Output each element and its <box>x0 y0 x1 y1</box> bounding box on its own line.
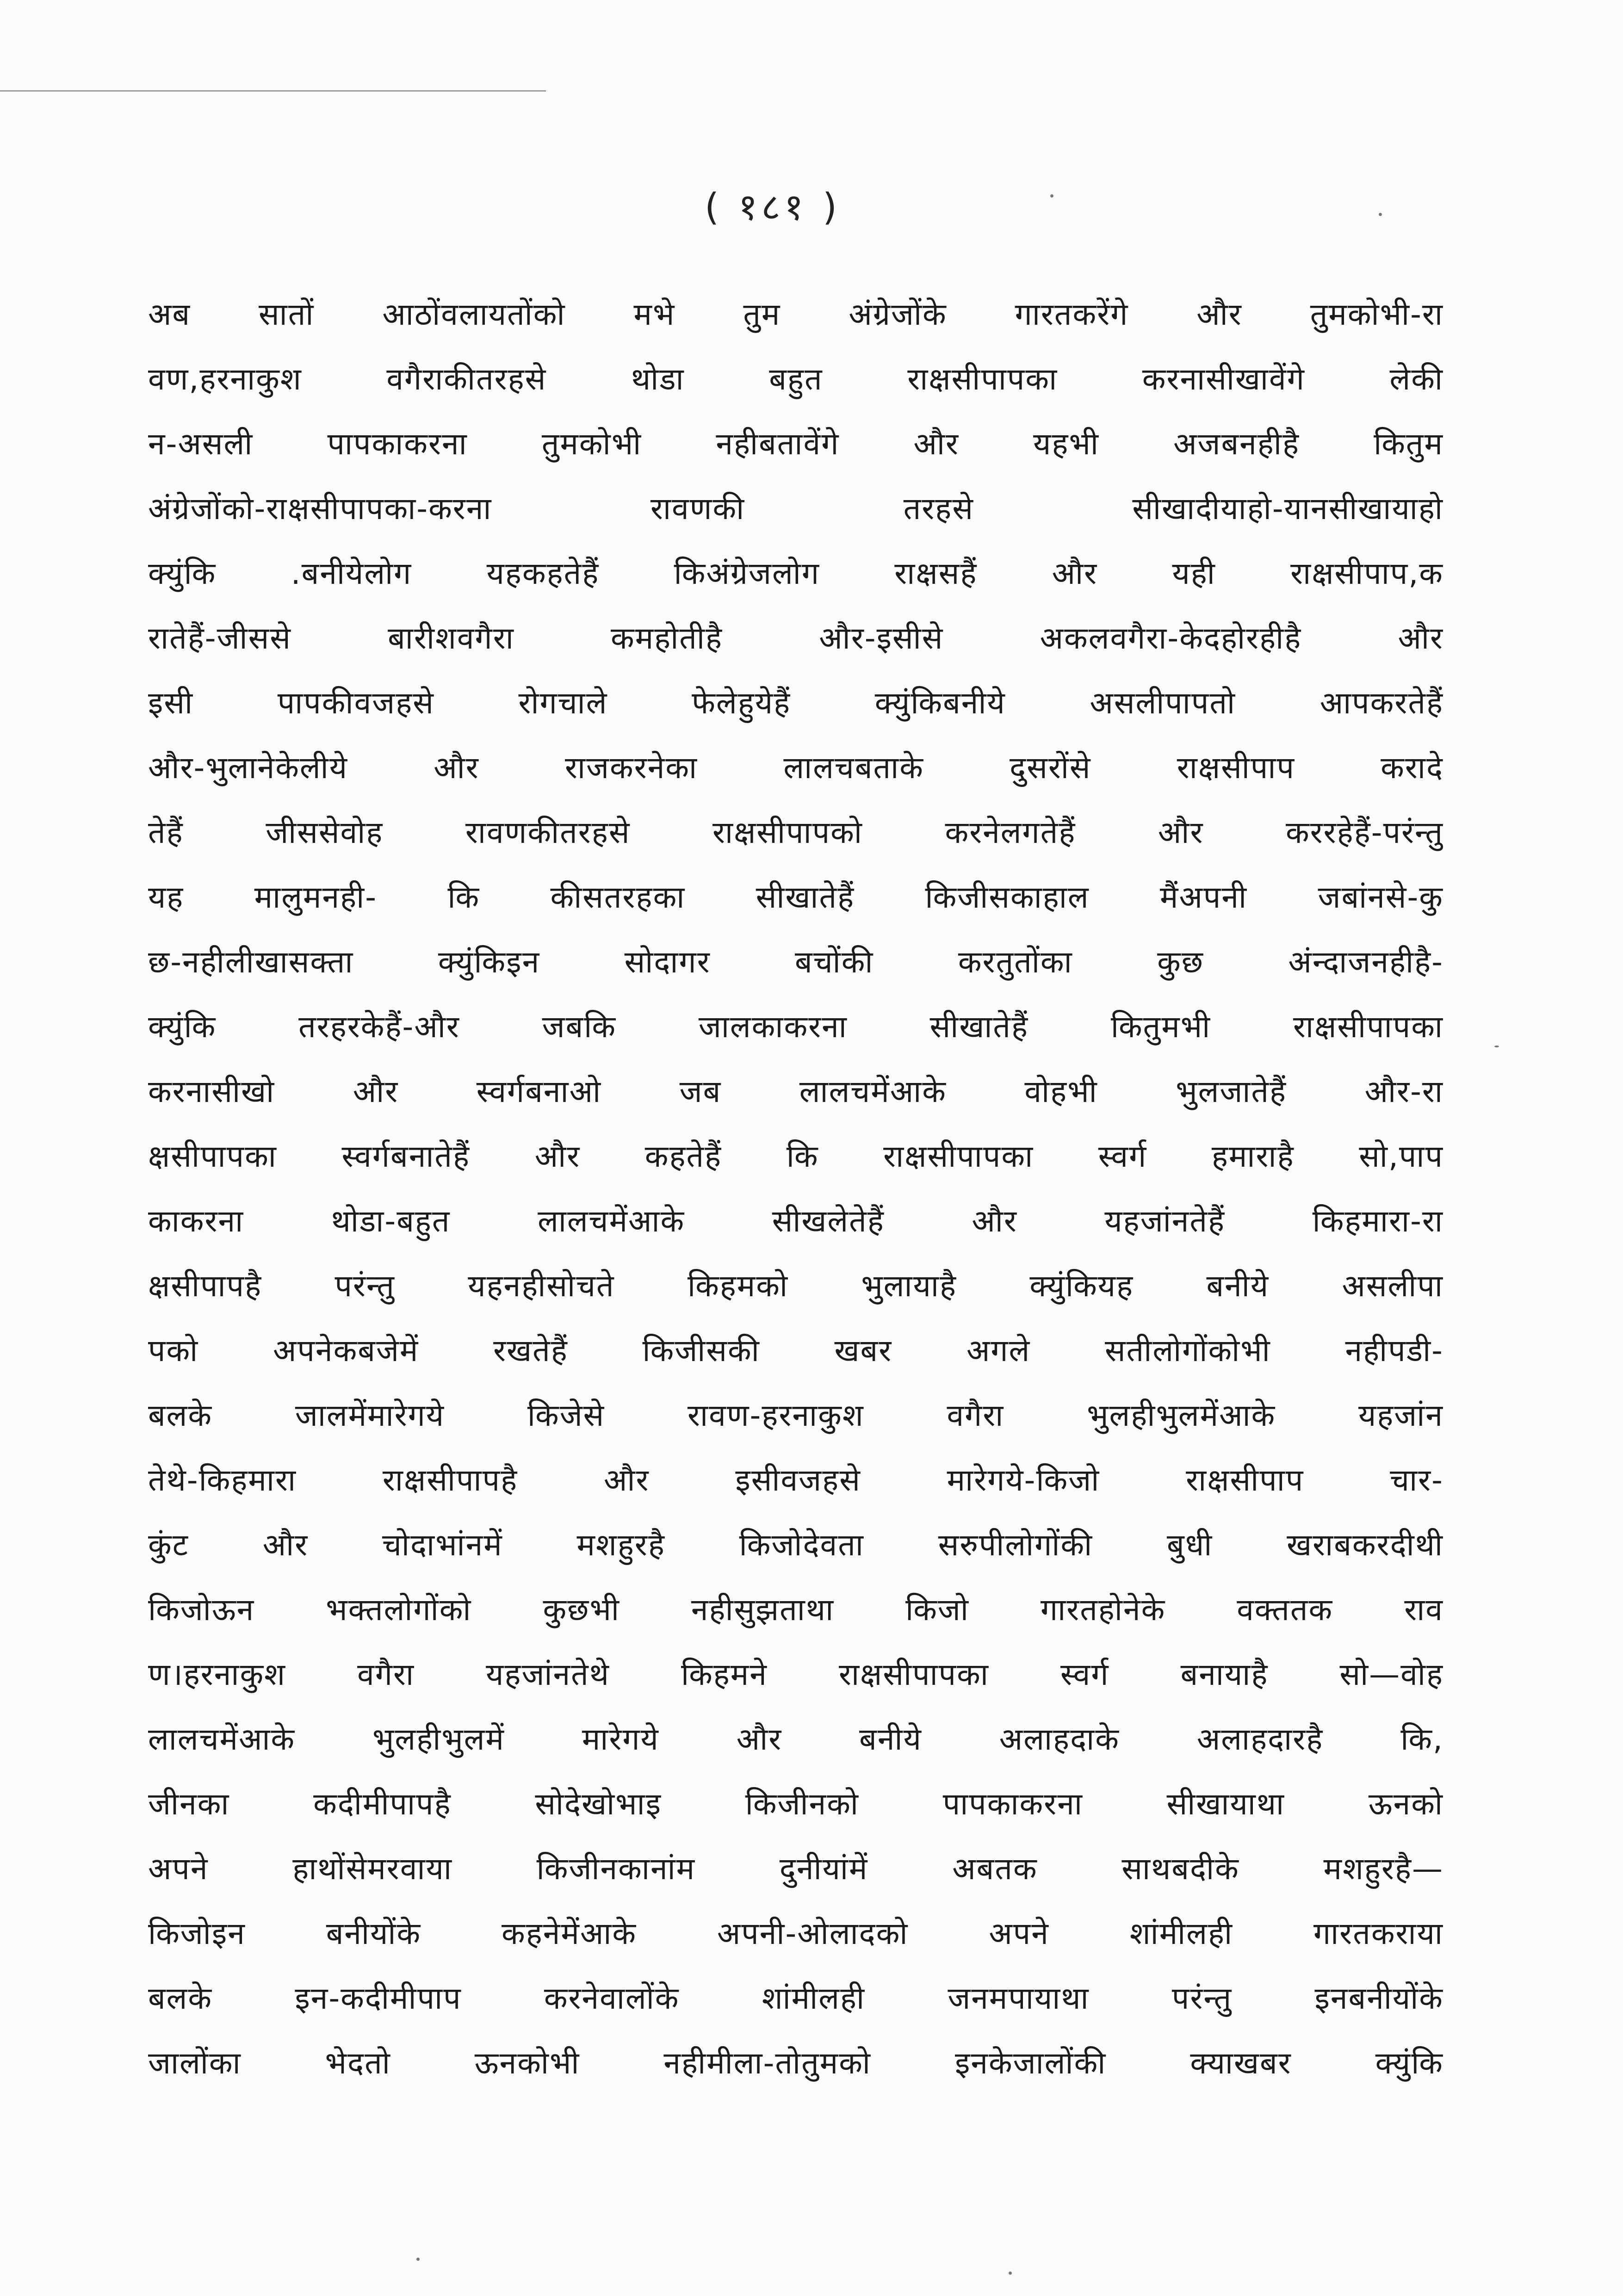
text-line-2: वण,हरनाकुश वगैराकीतरहसे थोडा बहुत राक्षसीपापका करनासीखावेंगे लेकी <box>148 361 1443 397</box>
text-line-1: अब सातों आठोंवलायतोंको मभे तुम अंग्रेजोंके गारतकरेंगे और तुमकोभी-रा <box>148 297 1443 332</box>
text-line-3: न-असली पापकाकरना तुमकोभी नहीबतावेंगे और यहभी अजबनहीहै कितुम <box>148 426 1443 462</box>
scan-speck <box>1009 2271 1012 2275</box>
scan-speck <box>1050 194 1053 198</box>
text-line-6: रातेहैं-जीससे बारीशवगैरा कमहोतीहै और-इसीसे अकलवगैरा-केदहोरहीहै और <box>148 620 1443 656</box>
text-line-25: अपने हाथोंसेमरवाया किजीनकानांम दुनीयांमें अबतक साथबदीके मशहुरहै— <box>148 1851 1443 1887</box>
text-line-8: और-भुलानेकेलीये और राजकरनेका लालचबताके दुसरोंसे राक्षसीपाप करादे <box>148 750 1443 786</box>
text-line-19: तेथे-किहमारा राक्षसीपापहै और इसीवजहसे मारेगये-किजो राक्षसीपाप चार- <box>148 1462 1443 1498</box>
body-text <box>148 282 1443 2096</box>
text-line-28: जालोंका भेदतो ऊनकोभी नहीमीला-तोतुमको इनकेजालोंकी क्याखबर क्युंकि <box>148 2045 1443 2081</box>
text-line-27: बलके इन-कदीमीपाप करनेवालोंके शांमीलही जनमपायाथा परंन्तु इनबनीयोंके <box>148 1980 1443 2016</box>
scan-speck <box>416 2258 420 2261</box>
text-line-11: छ-नहीलीखासक्ता क्युंकिइन सोदागर बचोंकी करतुतोंका कुछ अंन्दाजनहीहै- <box>148 944 1443 980</box>
text-line-4: अंग्रेजोंको-राक्षसीपापका-करना रावणकी तरहसे सीखादीयाहो-यानसीखायाहो <box>148 491 1443 526</box>
text-line-20: कुंट और चोदाभांनमें मशहुरहै किजोदेवता सरुपीलोगोंकी बुधी खराबकरदीथी <box>148 1527 1443 1563</box>
text-line-9: तेहैं जीससेवोह रावणकीतरहसे राक्षसीपापको करनेलगतेहैं और कररहेहैं-परंन्तु <box>148 815 1443 850</box>
text-line-10: यह मालुमनही- कि कीसतरहका सीखातेहैं किजीसकाहाल मैंअपनी जबांनसे-कु <box>148 879 1443 915</box>
text-line-18: बलके जालमेंमारेगये किजेसे रावण-हरनाकुश वगैरा भुलहीभुलमेंआके यहजांन <box>148 1398 1443 1433</box>
text-line-22: ण।हरनाकुश वगैरा यहजांनतेथे किहमने राक्षसीपापका स्वर्ग बनायाहै सो—वोह <box>148 1657 1443 1692</box>
scan-speck <box>1379 213 1382 216</box>
page-number: ( १८१ ) <box>704 186 841 229</box>
text-line-21: किजोऊन भक्तलोगोंको कुछभी नहीसुझताथा किजो गारतहोनेके वक्ततक राव <box>148 1592 1443 1628</box>
text-line-14: क्षसीपापका स्वर्गबनातेहैं और कहतेहैं कि राक्षसीपापका स्वर्ग हमाराहै सो,पाप <box>148 1139 1443 1174</box>
text-line-16: क्षसीपापहै परंन्तु यहनहीसोचते किहमको भुलायाहै क्युंकियह बनीये असलीपा <box>148 1268 1443 1304</box>
top-edge-rule <box>0 90 546 92</box>
text-line-17: पको अपनेकबजेमें रखतेहैं किजीसकी खबर अगले सतीलोगोंकोभी नहीपडी- <box>148 1333 1443 1368</box>
scan-speck <box>1494 1046 1499 1047</box>
text-line-26: किजोइन बनीयोंके कहनेमेंआके अपनी-ओलादको अपने शांमीलही गारतकराया <box>148 1916 1443 1951</box>
text-line-15: काकरना थोडा-बहुत लालचमेंआके सीखलेतेहैं और यहजांनतेहैं किहमारा-रा <box>148 1203 1443 1239</box>
text-line-5: क्युंकि .बनीयेलोग यहकहतेहैं किअंग्रेजलोग राक्षसहैं और यही राक्षसीपाप,क <box>148 556 1443 591</box>
text-line-24: जीनका कदीमीपापहै सोदेखोभाइ किजीनको पापकाकरना सीखायाथा ऊनको <box>148 1786 1443 1822</box>
text-line-23: लालचमेंआके भुलहीभुलमें मारेगये और बनीये अलाहदाके अलाहदारहै कि, <box>148 1721 1443 1757</box>
text-line-12: क्युंकि तरहरकेहैं-और जबकि जालकाकरना सीखातेहैं कितुमभी राक्षसीपापका <box>148 1009 1443 1045</box>
text-line-13: करनासीखो और स्वर्गबनाओ जब लालचमेंआके वोहभी भुलजातेहैं और-रा <box>148 1074 1443 1109</box>
text-line-7: इसी पापकीवजहसे रोगचाले फेलेहुयेहैं क्युंकिबनीये असलीपापतो आपकरतेहैं <box>148 685 1443 721</box>
